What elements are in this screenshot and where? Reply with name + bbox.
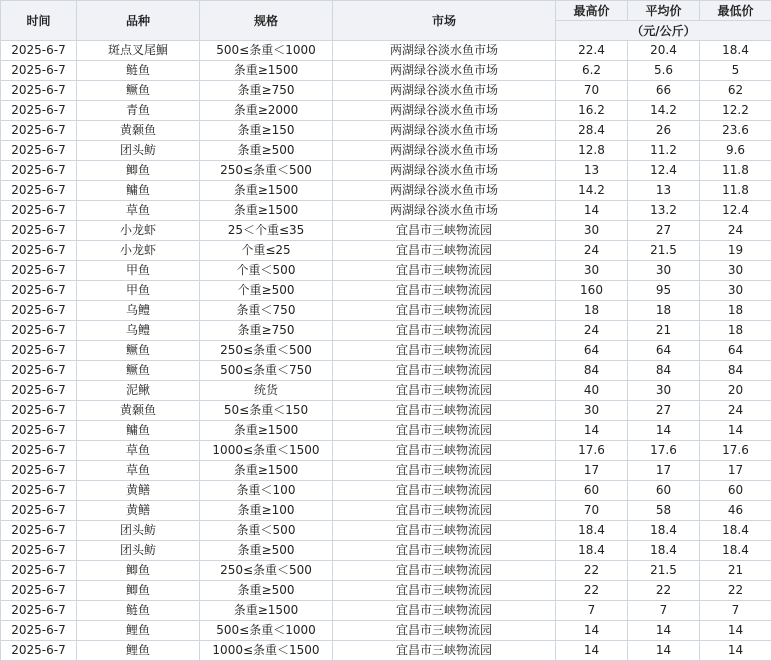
cell-time: 2025-6-7 <box>1 481 77 501</box>
cell-variety: 鲢鱼 <box>77 601 200 621</box>
table-row <box>1 401 771 421</box>
cell-variety: 小龙虾 <box>77 241 200 261</box>
cell-max-price: 17 <box>556 461 628 481</box>
table-row <box>1 341 771 361</box>
cell-market: 宜昌市三峡物流园 <box>333 341 556 361</box>
table-row <box>1 141 771 161</box>
cell-market: 宜昌市三峡物流园 <box>333 281 556 301</box>
cell-market: 宜昌市三峡物流园 <box>333 601 556 621</box>
cell-market: 宜昌市三峡物流园 <box>333 541 556 561</box>
table-row <box>1 241 771 261</box>
cell-spec: 条重≥1500 <box>200 601 333 621</box>
cell-avg-price: 7 <box>628 601 700 621</box>
cell-max-price: 16.2 <box>556 101 628 121</box>
cell-min-price: 11.8 <box>700 161 771 181</box>
table-row <box>1 461 771 481</box>
cell-time: 2025-6-7 <box>1 121 77 141</box>
cell-avg-price: 17 <box>628 461 700 481</box>
cell-variety: 乌鳢 <box>77 321 200 341</box>
cell-market: 宜昌市三峡物流园 <box>333 241 556 261</box>
cell-spec: 1000≤条重＜1500 <box>200 641 333 661</box>
header-market: 市场 <box>333 1 556 41</box>
cell-market: 宜昌市三峡物流园 <box>333 521 556 541</box>
cell-variety: 小龙虾 <box>77 221 200 241</box>
cell-avg-price: 17.6 <box>628 441 700 461</box>
cell-min-price: 7 <box>700 601 771 621</box>
table-row <box>1 261 771 281</box>
cell-avg-price: 5.6 <box>628 61 700 81</box>
cell-max-price: 6.2 <box>556 61 628 81</box>
cell-min-price: 18 <box>700 321 771 341</box>
cell-spec: 250≤条重＜500 <box>200 161 333 181</box>
cell-variety: 黄颡鱼 <box>77 121 200 141</box>
cell-market: 宜昌市三峡物流园 <box>333 301 556 321</box>
cell-time: 2025-6-7 <box>1 641 77 661</box>
cell-max-price: 13 <box>556 161 628 181</box>
cell-min-price: 9.6 <box>700 141 771 161</box>
cell-market: 两湖绿谷淡水鱼市场 <box>333 41 556 61</box>
cell-min-price: 5 <box>700 61 771 81</box>
cell-spec: 250≤条重＜500 <box>200 561 333 581</box>
cell-time: 2025-6-7 <box>1 241 77 261</box>
cell-min-price: 18.4 <box>700 541 771 561</box>
cell-avg-price: 18.4 <box>628 521 700 541</box>
cell-avg-price: 30 <box>628 381 700 401</box>
cell-market: 宜昌市三峡物流园 <box>333 501 556 521</box>
cell-avg-price: 21.5 <box>628 241 700 261</box>
cell-avg-price: 27 <box>628 401 700 421</box>
cell-market: 宜昌市三峡物流园 <box>333 261 556 281</box>
cell-min-price: 12.4 <box>700 201 771 221</box>
header-max-price: 最高价 <box>556 1 628 21</box>
cell-max-price: 84 <box>556 361 628 381</box>
cell-max-price: 22 <box>556 581 628 601</box>
cell-spec: 条重≥500 <box>200 541 333 561</box>
cell-min-price: 24 <box>700 401 771 421</box>
cell-max-price: 18 <box>556 301 628 321</box>
cell-time: 2025-6-7 <box>1 301 77 321</box>
cell-variety: 团头鲂 <box>77 521 200 541</box>
cell-avg-price: 12.4 <box>628 161 700 181</box>
cell-spec: 25＜个重≤35 <box>200 221 333 241</box>
table-row <box>1 481 771 501</box>
cell-market: 宜昌市三峡物流园 <box>333 221 556 241</box>
cell-variety: 黄颡鱼 <box>77 401 200 421</box>
table-row <box>1 161 771 181</box>
table-row <box>1 101 771 121</box>
cell-spec: 条重≥1500 <box>200 181 333 201</box>
cell-time: 2025-6-7 <box>1 541 77 561</box>
cell-min-price: 12.2 <box>700 101 771 121</box>
cell-max-price: 18.4 <box>556 521 628 541</box>
cell-min-price: 30 <box>700 281 771 301</box>
cell-market: 两湖绿谷淡水鱼市场 <box>333 201 556 221</box>
cell-time: 2025-6-7 <box>1 281 77 301</box>
cell-avg-price: 11.2 <box>628 141 700 161</box>
cell-spec: 500≤条重＜750 <box>200 361 333 381</box>
cell-time: 2025-6-7 <box>1 601 77 621</box>
cell-market: 宜昌市三峡物流园 <box>333 621 556 641</box>
table-row <box>1 361 771 381</box>
cell-variety: 草鱼 <box>77 441 200 461</box>
cell-variety: 鲤鱼 <box>77 621 200 641</box>
cell-max-price: 60 <box>556 481 628 501</box>
cell-avg-price: 22 <box>628 581 700 601</box>
cell-avg-price: 14 <box>628 641 700 661</box>
table-row <box>1 641 771 661</box>
cell-min-price: 60 <box>700 481 771 501</box>
cell-variety: 鲫鱼 <box>77 161 200 181</box>
table-row <box>1 561 771 581</box>
cell-max-price: 28.4 <box>556 121 628 141</box>
cell-time: 2025-6-7 <box>1 401 77 421</box>
cell-spec: 条重≥750 <box>200 81 333 101</box>
cell-time: 2025-6-7 <box>1 181 77 201</box>
cell-max-price: 14 <box>556 621 628 641</box>
cell-variety: 鲫鱼 <box>77 561 200 581</box>
table-row <box>1 381 771 401</box>
cell-market: 两湖绿谷淡水鱼市场 <box>333 101 556 121</box>
cell-avg-price: 27 <box>628 221 700 241</box>
cell-spec: 条重＜100 <box>200 481 333 501</box>
table-row <box>1 281 771 301</box>
cell-min-price: 21 <box>700 561 771 581</box>
cell-avg-price: 84 <box>628 361 700 381</box>
cell-avg-price: 30 <box>628 261 700 281</box>
table-row <box>1 221 771 241</box>
table-header <box>1 1 771 41</box>
cell-avg-price: 60 <box>628 481 700 501</box>
cell-spec: 条重≥150 <box>200 121 333 141</box>
cell-avg-price: 14 <box>628 421 700 441</box>
cell-max-price: 30 <box>556 401 628 421</box>
table-row <box>1 501 771 521</box>
cell-market: 宜昌市三峡物流园 <box>333 581 556 601</box>
cell-max-price: 14.2 <box>556 181 628 201</box>
cell-time: 2025-6-7 <box>1 81 77 101</box>
table-row <box>1 41 771 61</box>
cell-market: 宜昌市三峡物流园 <box>333 561 556 581</box>
header-avg-price: 平均价 <box>628 1 700 21</box>
cell-variety: 鲫鱼 <box>77 581 200 601</box>
cell-market: 两湖绿谷淡水鱼市场 <box>333 61 556 81</box>
cell-min-price: 30 <box>700 261 771 281</box>
cell-min-price: 20 <box>700 381 771 401</box>
cell-variety: 鳜鱼 <box>77 81 200 101</box>
cell-spec: 条重≥1500 <box>200 201 333 221</box>
cell-time: 2025-6-7 <box>1 41 77 61</box>
header-spec: 规格 <box>200 1 333 41</box>
cell-max-price: 12.8 <box>556 141 628 161</box>
cell-spec: 条重≥1500 <box>200 421 333 441</box>
table-row <box>1 201 771 221</box>
cell-avg-price: 14.2 <box>628 101 700 121</box>
cell-avg-price: 64 <box>628 341 700 361</box>
table-row <box>1 441 771 461</box>
cell-variety: 黄鳝 <box>77 501 200 521</box>
cell-time: 2025-6-7 <box>1 521 77 541</box>
table-row <box>1 581 771 601</box>
cell-variety: 鳙鱼 <box>77 181 200 201</box>
cell-variety: 甲鱼 <box>77 281 200 301</box>
cell-min-price: 18.4 <box>700 41 771 61</box>
cell-max-price: 40 <box>556 381 628 401</box>
cell-max-price: 18.4 <box>556 541 628 561</box>
cell-min-price: 62 <box>700 81 771 101</box>
cell-variety: 青鱼 <box>77 101 200 121</box>
table-row <box>1 121 771 141</box>
cell-time: 2025-6-7 <box>1 501 77 521</box>
cell-market: 宜昌市三峡物流园 <box>333 481 556 501</box>
cell-market: 宜昌市三峡物流园 <box>333 321 556 341</box>
cell-max-price: 14 <box>556 421 628 441</box>
cell-variety: 草鱼 <box>77 461 200 481</box>
cell-spec: 1000≤条重＜1500 <box>200 441 333 461</box>
cell-spec: 条重≥1500 <box>200 461 333 481</box>
cell-avg-price: 26 <box>628 121 700 141</box>
cell-min-price: 18 <box>700 301 771 321</box>
header-min-price: 最低价 <box>700 1 771 21</box>
cell-spec: 条重≥100 <box>200 501 333 521</box>
cell-variety: 甲鱼 <box>77 261 200 281</box>
cell-time: 2025-6-7 <box>1 381 77 401</box>
cell-spec: 个重＜500 <box>200 261 333 281</box>
cell-spec: 条重≥500 <box>200 581 333 601</box>
table-row <box>1 421 771 441</box>
cell-avg-price: 18 <box>628 301 700 321</box>
header-time: 时间 <box>1 1 77 41</box>
cell-time: 2025-6-7 <box>1 581 77 601</box>
cell-time: 2025-6-7 <box>1 421 77 441</box>
cell-variety: 黄鳝 <box>77 481 200 501</box>
cell-max-price: 70 <box>556 81 628 101</box>
cell-variety: 团头鲂 <box>77 141 200 161</box>
cell-max-price: 30 <box>556 261 628 281</box>
cell-market: 宜昌市三峡物流园 <box>333 461 556 481</box>
cell-max-price: 160 <box>556 281 628 301</box>
cell-max-price: 64 <box>556 341 628 361</box>
cell-market: 宜昌市三峡物流园 <box>333 361 556 381</box>
header-unit: （元/公斤） <box>556 21 771 41</box>
cell-market: 两湖绿谷淡水鱼市场 <box>333 141 556 161</box>
cell-avg-price: 13.2 <box>628 201 700 221</box>
cell-min-price: 18.4 <box>700 521 771 541</box>
cell-min-price: 17 <box>700 461 771 481</box>
table-row <box>1 541 771 561</box>
cell-spec: 条重≥1500 <box>200 61 333 81</box>
cell-variety: 斑点叉尾鮰 <box>77 41 200 61</box>
cell-max-price: 14 <box>556 641 628 661</box>
cell-spec: 500≤条重＜1000 <box>200 621 333 641</box>
cell-max-price: 70 <box>556 501 628 521</box>
cell-time: 2025-6-7 <box>1 561 77 581</box>
cell-min-price: 14 <box>700 421 771 441</box>
cell-time: 2025-6-7 <box>1 141 77 161</box>
table-row <box>1 301 771 321</box>
cell-min-price: 46 <box>700 501 771 521</box>
cell-market: 两湖绿谷淡水鱼市场 <box>333 161 556 181</box>
cell-max-price: 17.6 <box>556 441 628 461</box>
cell-variety: 乌鳢 <box>77 301 200 321</box>
table-row <box>1 621 771 641</box>
table-row <box>1 601 771 621</box>
cell-min-price: 22 <box>700 581 771 601</box>
cell-min-price: 17.6 <box>700 441 771 461</box>
cell-market: 两湖绿谷淡水鱼市场 <box>333 121 556 141</box>
cell-avg-price: 66 <box>628 81 700 101</box>
cell-min-price: 23.6 <box>700 121 771 141</box>
cell-spec: 500≤条重＜1000 <box>200 41 333 61</box>
cell-market: 两湖绿谷淡水鱼市场 <box>333 81 556 101</box>
cell-time: 2025-6-7 <box>1 201 77 221</box>
cell-variety: 鳙鱼 <box>77 421 200 441</box>
table-row <box>1 521 771 541</box>
cell-time: 2025-6-7 <box>1 161 77 181</box>
table-body <box>1 41 771 661</box>
cell-variety: 鳜鱼 <box>77 341 200 361</box>
cell-min-price: 11.8 <box>700 181 771 201</box>
cell-variety: 鳜鱼 <box>77 361 200 381</box>
cell-min-price: 19 <box>700 241 771 261</box>
cell-avg-price: 21 <box>628 321 700 341</box>
cell-spec: 条重≥500 <box>200 141 333 161</box>
cell-spec: 50≤条重＜150 <box>200 401 333 421</box>
cell-max-price: 22.4 <box>556 41 628 61</box>
cell-variety: 鲤鱼 <box>77 641 200 661</box>
cell-time: 2025-6-7 <box>1 61 77 81</box>
cell-avg-price: 18.4 <box>628 541 700 561</box>
header-variety: 品种 <box>77 1 200 41</box>
cell-spec: 统货 <box>200 381 333 401</box>
cell-spec: 条重＜750 <box>200 301 333 321</box>
cell-max-price: 24 <box>556 241 628 261</box>
cell-min-price: 14 <box>700 641 771 661</box>
cell-time: 2025-6-7 <box>1 361 77 381</box>
cell-avg-price: 14 <box>628 621 700 641</box>
cell-min-price: 64 <box>700 341 771 361</box>
cell-time: 2025-6-7 <box>1 441 77 461</box>
cell-max-price: 22 <box>556 561 628 581</box>
cell-avg-price: 20.4 <box>628 41 700 61</box>
cell-time: 2025-6-7 <box>1 321 77 341</box>
table-row <box>1 181 771 201</box>
cell-avg-price: 95 <box>628 281 700 301</box>
cell-time: 2025-6-7 <box>1 341 77 361</box>
cell-spec: 250≤条重＜500 <box>200 341 333 361</box>
table-row <box>1 321 771 341</box>
cell-max-price: 7 <box>556 601 628 621</box>
cell-time: 2025-6-7 <box>1 101 77 121</box>
cell-market: 宜昌市三峡物流园 <box>333 421 556 441</box>
cell-market: 宜昌市三峡物流园 <box>333 641 556 661</box>
cell-spec: 条重＜500 <box>200 521 333 541</box>
cell-variety: 泥鳅 <box>77 381 200 401</box>
cell-avg-price: 13 <box>628 181 700 201</box>
cell-variety: 草鱼 <box>77 201 200 221</box>
cell-spec: 条重≥2000 <box>200 101 333 121</box>
cell-market: 宜昌市三峡物流园 <box>333 441 556 461</box>
cell-avg-price: 21.5 <box>628 561 700 581</box>
cell-market: 两湖绿谷淡水鱼市场 <box>333 181 556 201</box>
cell-spec: 个重≥500 <box>200 281 333 301</box>
cell-max-price: 24 <box>556 321 628 341</box>
cell-max-price: 14 <box>556 201 628 221</box>
cell-time: 2025-6-7 <box>1 221 77 241</box>
cell-spec: 个重≤25 <box>200 241 333 261</box>
cell-variety: 鲢鱼 <box>77 61 200 81</box>
cell-market: 宜昌市三峡物流园 <box>333 401 556 421</box>
cell-market: 宜昌市三峡物流园 <box>333 381 556 401</box>
cell-min-price: 24 <box>700 221 771 241</box>
cell-variety: 团头鲂 <box>77 541 200 561</box>
cell-time: 2025-6-7 <box>1 461 77 481</box>
cell-time: 2025-6-7 <box>1 261 77 281</box>
table-row <box>1 81 771 101</box>
table-row <box>1 61 771 81</box>
cell-avg-price: 58 <box>628 501 700 521</box>
cell-time: 2025-6-7 <box>1 621 77 641</box>
cell-max-price: 30 <box>556 221 628 241</box>
cell-min-price: 84 <box>700 361 771 381</box>
cell-spec: 条重≥750 <box>200 321 333 341</box>
cell-min-price: 14 <box>700 621 771 641</box>
